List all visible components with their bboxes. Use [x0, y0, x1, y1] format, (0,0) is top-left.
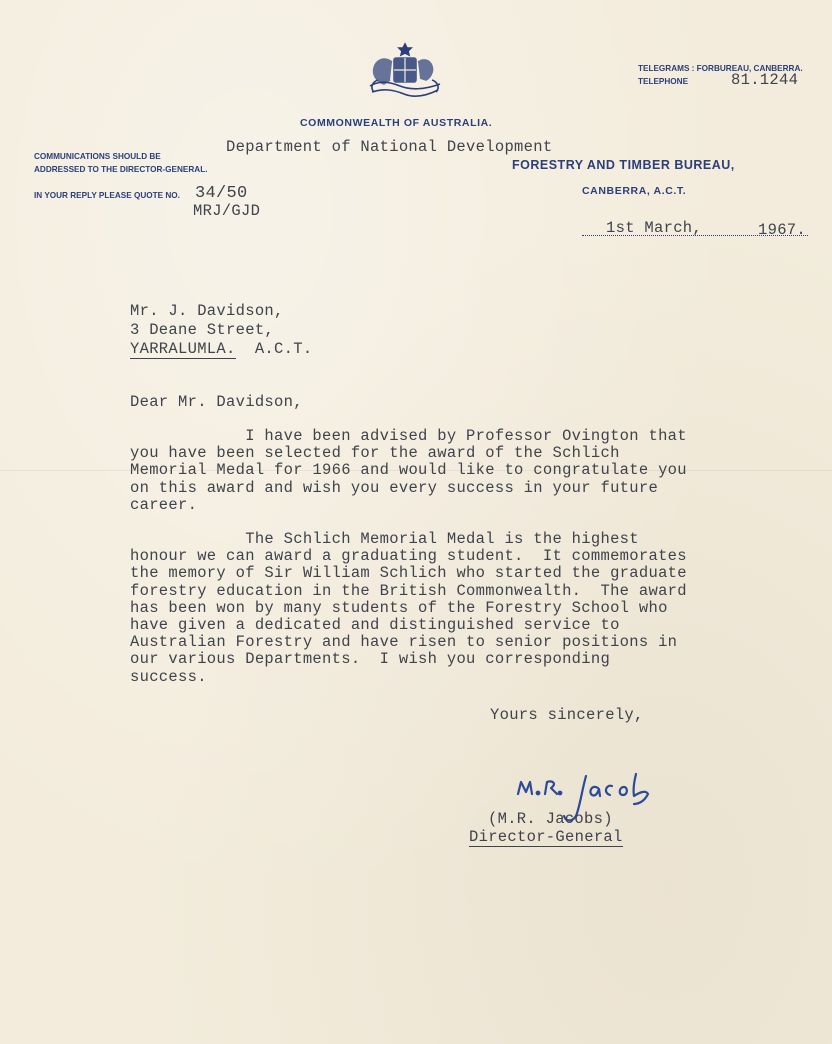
paragraph-2: The Schlich Memorial Medal is the highest honour we can award a graduating student. It commemorates the memory of Sir William Schlich who started the graduate forestry education in the British Commonwealth. The award has been won by many students of the Forestry School who have given a dedicated and distinguished service to Australian Forestry and have risen to senior positions in our various Departments. I wish you corresponding success.	[130, 530, 687, 686]
signatory-title: Director-General	[469, 828, 623, 846]
communications-line-2: ADDRESSED TO THE DIRECTOR-GENERAL.	[34, 165, 208, 174]
recipient-territory: A.C.T.	[254, 340, 313, 358]
commonwealth-heading: COMMONWEALTH OF AUSTRALIA.	[300, 117, 493, 129]
city-line: CANBERRA, A.C.T.	[582, 185, 687, 197]
telegrams-line: TELEGRAMS : FORBUREAU, CANBERRA.	[638, 64, 803, 73]
telephone-label: TELEPHONE	[638, 77, 689, 86]
recipient-suburb-line	[130, 340, 312, 358]
telephone-number: 81.1244	[731, 71, 799, 89]
communications-line-1: COMMUNICATIONS SHOULD BE	[34, 152, 161, 161]
department-name: Department of National Development	[226, 138, 553, 156]
signatory-title-line	[469, 828, 623, 846]
reference-number: 34/50	[195, 184, 248, 203]
salutation: Dear Mr. Davidson,	[130, 393, 303, 411]
recipient-name: Mr. J. Davidson,	[130, 302, 284, 320]
recipient-street: 3 Deane Street,	[130, 321, 275, 339]
signatory-name: (M.R. Jacobs)	[488, 810, 613, 828]
date-year: 1967.	[758, 221, 807, 239]
date-day: 1st March,	[606, 219, 703, 237]
recipient-suburb: YARRALUMLA.	[130, 340, 236, 358]
coat-of-arms-icon	[364, 40, 446, 102]
bureau-name: FORESTRY AND TIMBER BUREAU,	[512, 158, 735, 172]
reply-label: IN YOUR REPLY PLEASE QUOTE NO.	[34, 191, 180, 200]
closing: Yours sincerely,	[490, 706, 644, 724]
paragraph-1: I have been advised by Professor Ovington that you have been selected for the award of the Schlich Memorial Medal for 1966 and would like to congratulate you on this award and wish you every success in your future career.	[130, 427, 687, 514]
reference-initials: MRJ/GJD	[193, 202, 261, 220]
